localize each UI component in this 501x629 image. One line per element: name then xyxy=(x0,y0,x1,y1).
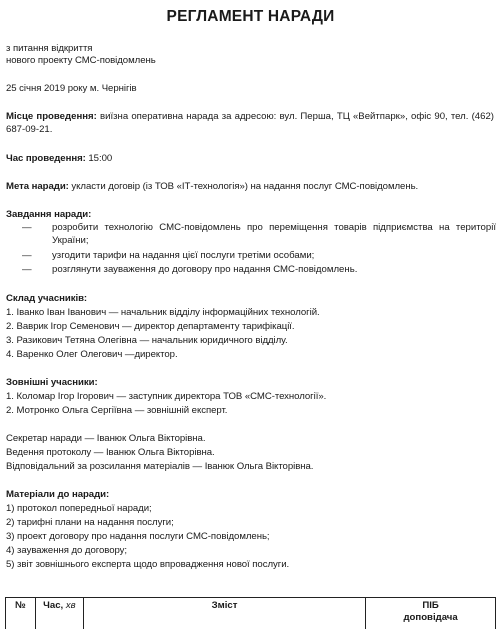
material-item: 1) протокол попередньої наради; xyxy=(6,503,152,514)
dash-bullet: — xyxy=(22,264,32,275)
agenda-table xyxy=(5,597,496,629)
time-header-unit: хв xyxy=(63,600,76,611)
task-item xyxy=(6,250,496,263)
speaker-header-line-1: ПІБ xyxy=(422,600,439,611)
col-header-speaker xyxy=(366,598,496,629)
participant-item: 2. Ваврик Ігор Семенович — директор департаменту тарифікації. xyxy=(6,321,295,332)
goal-text: укласти договір (із ТОВ «ІТ-технологія») на надання послуг СМС-повідомлень. xyxy=(68,181,419,192)
material-item: 4) зауваження до договору; xyxy=(6,545,128,556)
time-paragraph xyxy=(6,153,112,165)
minutes-line: Ведення протоколу — Іванюк Ольга Вікторівна. xyxy=(6,447,215,458)
date-place: 25 січня 2019 року м. Чернігів xyxy=(6,83,137,94)
venue-label: Місце проведення: xyxy=(6,111,97,122)
distribution-line: Відповідальний за розсилання матеріалів — Іванюк Ольга Вікторівна. xyxy=(6,461,314,472)
speaker-header-line-2: доповідача xyxy=(403,612,458,623)
venue-text: виїзна оперативна нарада за адресою: вул. Перша, ТЦ «Вейтпарк», офіс 90, тел. (462) 687-09-21. xyxy=(6,111,494,135)
subject-line-2: нового проекту СМС-повідомлень xyxy=(6,55,156,66)
secretary-line: Секретар наради — Іванюк Ольга Вікторівна. xyxy=(6,433,206,444)
dash-bullet: — xyxy=(22,222,32,233)
external-item: 1. Коломар Ігор Ігорович — заступник директора ТОВ «СМС-технології». xyxy=(6,391,327,402)
materials-heading: Матеріали до наради: xyxy=(6,489,110,500)
goal-paragraph xyxy=(6,181,418,193)
participants-heading: Склад учасників: xyxy=(6,293,88,304)
document-title: РЕГЛАМЕНТ НАРАДИ xyxy=(166,8,335,25)
task-item xyxy=(6,222,496,247)
col-header-time xyxy=(35,598,83,629)
external-item: 2. Мотронко Ольга Сергіївна — зовнішній експерт. xyxy=(6,405,228,416)
material-item: 2) тарифні плани на надання послуги; xyxy=(6,517,174,528)
task-text: узгодити тарифи на надання цієї послуги третіми особами; xyxy=(52,250,315,261)
material-item: 5) звіт зовнішнього експерта щодо впровадження нової послуги. xyxy=(6,559,290,570)
time-label: Час проведення: xyxy=(6,153,86,164)
participant-item: 1. Іванко Іван Іванович — начальник відділу інформаційних технологій. xyxy=(6,307,320,318)
venue-paragraph xyxy=(6,111,494,136)
time-text: 15:00 xyxy=(85,153,113,164)
material-item: 3) проект договору про надання послуги СМС-повідомлень; xyxy=(6,531,270,542)
participant-item: 4. Варенко Олег Олегович —директор. xyxy=(6,349,178,360)
col-header-number: № xyxy=(6,598,36,629)
task-text: розробити технологію СМС-повідомлень про переміщення товарів підприємства на території України; xyxy=(52,222,496,246)
goal-label: Мета наради: xyxy=(6,181,69,192)
task-text: розглянути зауваження до договору про надання СМС-повідомлень. xyxy=(52,264,358,275)
dash-bullet: — xyxy=(22,250,32,261)
time-header-label: Час, xyxy=(43,600,64,611)
table-header-row xyxy=(6,598,496,629)
subject-line-1: з питання відкриття xyxy=(6,43,93,54)
external-heading: Зовнішні учасники: xyxy=(6,377,98,388)
col-header-content: Зміст xyxy=(83,598,365,629)
participant-item: 3. Разикович Тетяна Олегівна — начальник юридичного відділу. xyxy=(6,335,288,346)
tasks-heading: Завдання наради: xyxy=(6,209,92,220)
task-item xyxy=(6,264,496,277)
